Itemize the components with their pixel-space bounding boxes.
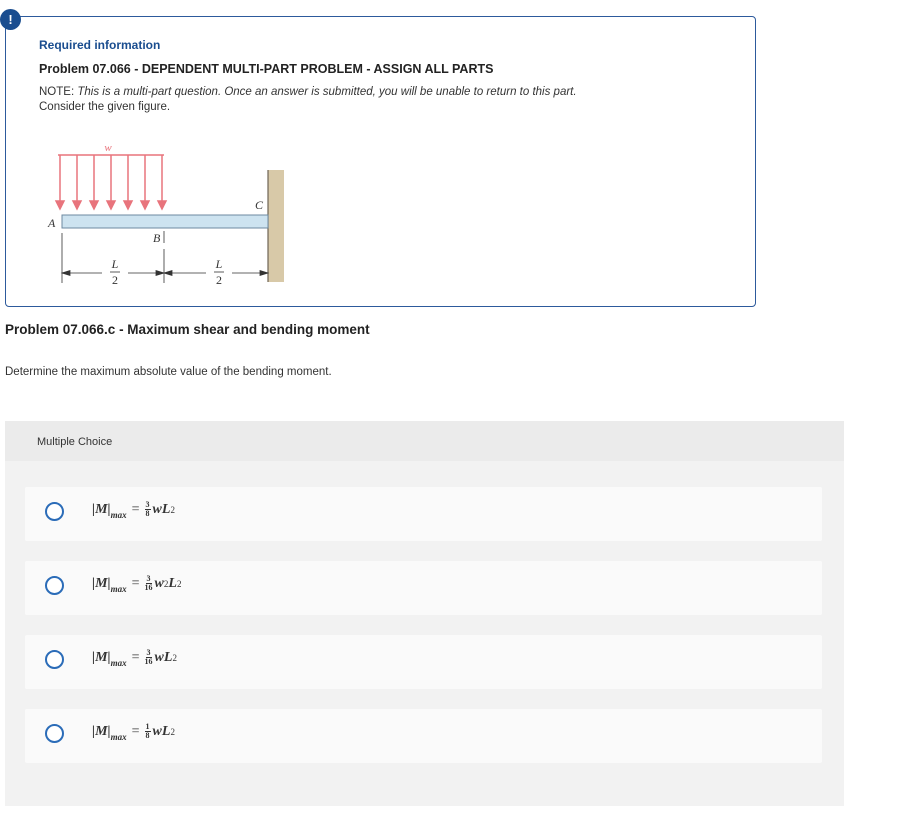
load-label: w xyxy=(104,145,112,154)
dim-right-numerator: L xyxy=(215,257,223,271)
wall-support xyxy=(268,170,284,282)
point-b-label: B xyxy=(153,231,161,245)
choice-formula: |M| max = $\frac{3}{8}$ w L 2 xyxy=(92,500,175,520)
beam-figure xyxy=(40,145,290,290)
choice-option[interactable] xyxy=(25,635,822,689)
choice-formula: |M| max = $\frac{3}{16}$ w L 2 xyxy=(92,648,177,668)
dim-left-numerator: L xyxy=(111,257,119,271)
distributed-load xyxy=(56,155,166,209)
radio-button[interactable] xyxy=(45,576,64,595)
point-a-label: A xyxy=(48,216,56,230)
choice-formula: |M| max = $\frac{3}{16}$ w 2 L 2 xyxy=(92,574,182,594)
multiple-choice-label: Multiple Choice xyxy=(37,436,113,448)
radio-button[interactable] xyxy=(45,724,64,743)
note-prefix: NOTE: xyxy=(39,86,78,98)
choice-option[interactable] xyxy=(25,487,822,541)
dimension-lines xyxy=(62,233,268,283)
problem-title: Problem 07.066 - DEPENDENT MULTI-PART PROBLEM - ASSIGN ALL PARTS xyxy=(39,62,494,76)
dim-right-denominator: 2 xyxy=(216,273,222,287)
choice-option[interactable] xyxy=(25,709,822,763)
radio-button[interactable] xyxy=(45,502,64,521)
multiple-choice-header xyxy=(5,421,844,461)
required-information-label: Required information xyxy=(39,38,161,52)
multiple-choice-panel xyxy=(5,421,844,806)
choice-option[interactable] xyxy=(25,561,822,615)
point-c-label: C xyxy=(255,198,264,212)
alert-icon: ! xyxy=(0,9,21,30)
instruction-text: Consider the given figure. xyxy=(39,101,171,113)
beam xyxy=(62,215,268,228)
note xyxy=(39,85,577,115)
note-text: This is a multi-part question. Once an answer is submitted, you will be unable to return to this part. xyxy=(77,86,577,98)
question-text: Determine the maximum absolute value of the bending moment. xyxy=(5,366,332,378)
dim-left-denominator: 2 xyxy=(112,273,118,287)
required-information-box xyxy=(5,16,756,307)
choice-formula: |M| max = $\frac{1}{8}$ w L 2 xyxy=(92,722,175,742)
radio-button[interactable] xyxy=(45,650,64,669)
part-title: Problem 07.066.c - Maximum shear and bending moment xyxy=(5,322,370,337)
